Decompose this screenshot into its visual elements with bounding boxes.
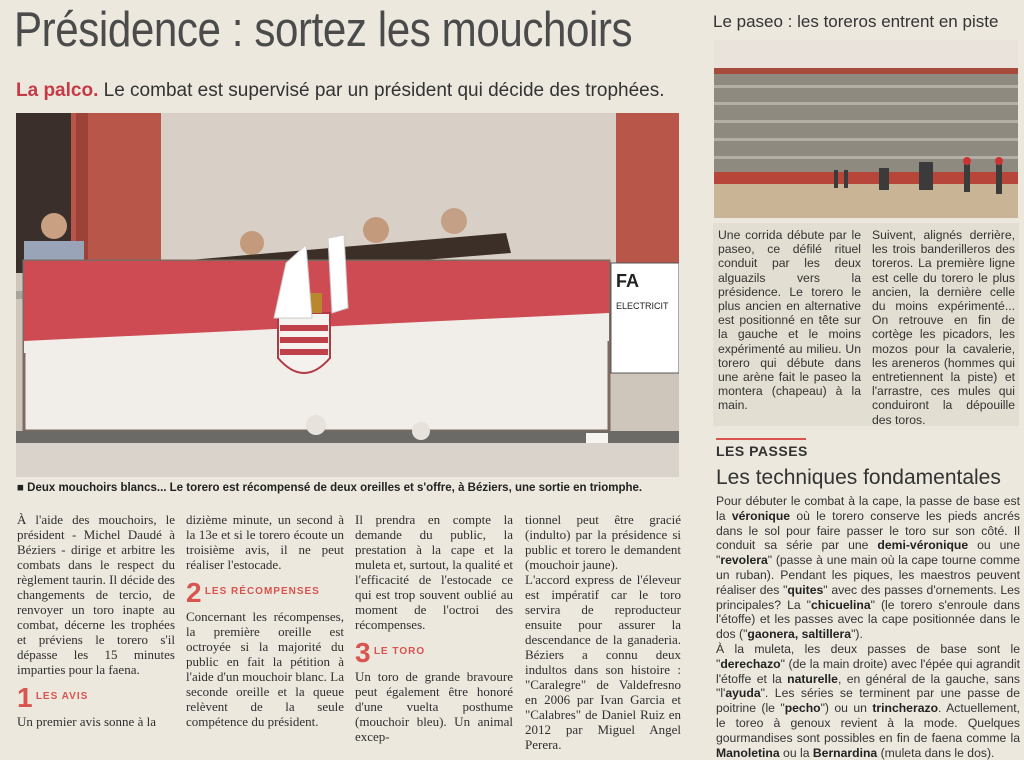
text-run: " (de la main droite) avec l'épée qui agrandit l'étoffe et la <box>716 656 1020 686</box>
bold-term: pecho <box>784 701 821 716</box>
bold-term: Bernardina <box>812 745 878 760</box>
passes-kicker: LES PASSES <box>716 443 808 459</box>
body-paragraph: À l'aide des mouchoirs, le président - Michel Daudé à Béziers - dirige et arbitre les combats dans le respect du règlement taurin. Il décide des changements de tercio, de renvoyer un toro inapte au combat, décerne les trophées et préviens le torero s'il dépasse les 15 minutes imparties pour la faena. <box>17 512 175 677</box>
bold-term: derechazo <box>720 656 781 671</box>
body-paragraph: Un toro de grande bravoure peut également être honoré d'une vuelta posthume (mouchoir bleu). Un animal excep- <box>355 669 513 745</box>
section-title: LE TORO <box>373 646 426 657</box>
text-run: ou une " <box>716 538 1020 568</box>
bold-term: trincherazo <box>872 701 939 716</box>
sidebar-paragraph: Suivent, alignés derrière, les trois banderilleros des toreros. La première ligne est celle du torero le plus ancien, la dernière celle du moins expérimenté... On retrouve en fin de cortège les picadors, les mozos pour la cavalerie, les areneros (hommes qui entretiennent la piste) et l'arrastre, ces mules qui conduiront la dépouille des toros. <box>872 228 1015 427</box>
text-run: . Actuellement, le toreo à genoux revient à la mode. Quelques gourmandises sont possibles en fin de faena comme la <box>716 701 1020 745</box>
section-heading-avis <box>17 683 175 712</box>
body-paragraph: L'accord express de l'éleveur est impératif car le toro servira de reproducteur ensuite pour assurer la descendance de la ganaderia. Béziers a connu deux indultos dans son histoire : "Caralegre" de Valdefresno en 2006 par Ivan Garcia et "Calabres" de Daniel Ruiz en 2012 par Miguel Angel Perera. <box>525 572 681 752</box>
body-paragraph: tionnel peut être gracié (indulto) par la présidence si public et torero le demandent (mouchoir jaune). <box>525 512 681 572</box>
arena-photo <box>714 40 1018 218</box>
passes-body <box>716 494 1020 760</box>
bold-term: Manoletina <box>716 745 780 760</box>
text-run: ". Les séries se terminent par une passe de poitrine (le " <box>716 686 1020 716</box>
body-column-2 <box>186 512 344 729</box>
section-number: 1 <box>17 682 33 714</box>
photo-caption: ■ Deux mouchoirs blancs... Le torero est récompensé de deux oreilles et s'offre, à Béziers, une sortie en triomphe. <box>17 482 643 494</box>
passes-paragraph-1 <box>716 494 1020 642</box>
text-run: " avec des passes d'ornements. Les principales? La " <box>716 582 1020 612</box>
text-run: " (le torero s'enroule dans l'étoffe) et les passes avec la cape positionnée dans le dos (" <box>716 597 1020 642</box>
body-column-4 <box>525 512 681 752</box>
bold-term: revolera <box>720 553 768 568</box>
text-run: Pour débuter le combat à la cape, la passe de base est la <box>716 494 1020 523</box>
text-run: " (passe à une main où la cape tourne comme un ruban). Pendant les piques, les maestros peuvent réaliser des " <box>716 553 1020 597</box>
sidebar-title: Le paseo : les toreros entrent en piste <box>713 12 999 31</box>
body-paragraph: dizième minute, un second à la 13e et si le torero écoute un troisième avis, il ne peut réaliser l'estocade. <box>186 512 344 572</box>
bold-term: chicuelina <box>811 597 871 612</box>
text-run: "). <box>851 627 863 642</box>
section-number: 3 <box>355 637 371 669</box>
text-run: où le torero conserve les pieds ancrés dans le sol pour faire passer le toro sur son côté. Il conduit sa série par une <box>716 508 1020 553</box>
sign-text: FA <box>616 271 640 291</box>
body-paragraph: Un premier avis sonne à la <box>17 714 156 730</box>
bold-term: demi-véronique <box>877 538 969 553</box>
sidebar-box <box>713 223 1019 426</box>
text-run: , en général de la gauche, sans "l' <box>716 671 1020 701</box>
bold-term: gaonera, saltillera <box>747 627 852 642</box>
bold-term: véronique <box>731 508 791 523</box>
bold-term: quites <box>787 582 824 597</box>
sidebar-column-2 <box>872 228 1015 427</box>
bold-term: ayuda <box>725 686 761 701</box>
body-column-3 <box>355 512 513 744</box>
text-run: ou la <box>779 745 813 760</box>
section-title: LES AVIS <box>35 691 89 702</box>
passes-paragraph-2 <box>716 642 1020 760</box>
section-rule <box>716 438 806 440</box>
page-headline: Présidence : sortez les mouchoirs <box>14 3 633 57</box>
arena-illustration <box>714 40 1018 218</box>
standfirst-text: Le combat est supervisé par un président qui décide des trophées. <box>103 80 665 101</box>
body-paragraph: Il prendra en compte la demande du public, la prestation à la cape et la muleta et, surtout, la qualité et l'efficacité de l'estocade ce qui est trop souvent oublié au moment de l'octroi des récompenses. <box>355 512 513 632</box>
main-photo <box>16 113 679 477</box>
section-heading-toro <box>355 638 513 667</box>
text-run: À la muleta, les deux passes de base sont le " <box>716 641 1020 671</box>
sidebar-column-1 <box>718 228 861 413</box>
standfirst <box>16 80 664 102</box>
bold-term: naturelle <box>787 671 838 686</box>
sidebar-paragraph: Une corrida débute par le paseo, ce défilé rituel conduit par les deux alguazils vers la présidence. Le torero le plus ancien en alternative est positionné en tête sur la gauche et le moins expérimenté au milieu. Un torero qui débute dans une arène fait le paseo la montera (chapeau) à la main. <box>718 228 861 413</box>
sign-subtext: ELECTRICIT <box>616 301 669 311</box>
body-paragraph: Concernant les récompenses, la première oreille est octroyée si la majorité du public en fait la pétition à l'aide d'un mouchoir blanc. La seconde oreille et la queue relèvent de la seule compétence du président. <box>186 609 344 730</box>
text-run: (muleta dans le dos). <box>877 745 995 760</box>
standfirst-label: La palco. <box>16 80 99 101</box>
section-heading-recompenses <box>186 578 344 607</box>
presidential-box-illustration <box>16 113 679 477</box>
body-column-1 <box>17 512 175 729</box>
section-number: 2 <box>186 577 202 609</box>
section-title: LES RÉCOMPENSES <box>204 586 320 597</box>
text-run: ") ou un <box>820 701 873 716</box>
passes-headline: Les techniques fondamentales <box>716 466 1001 489</box>
